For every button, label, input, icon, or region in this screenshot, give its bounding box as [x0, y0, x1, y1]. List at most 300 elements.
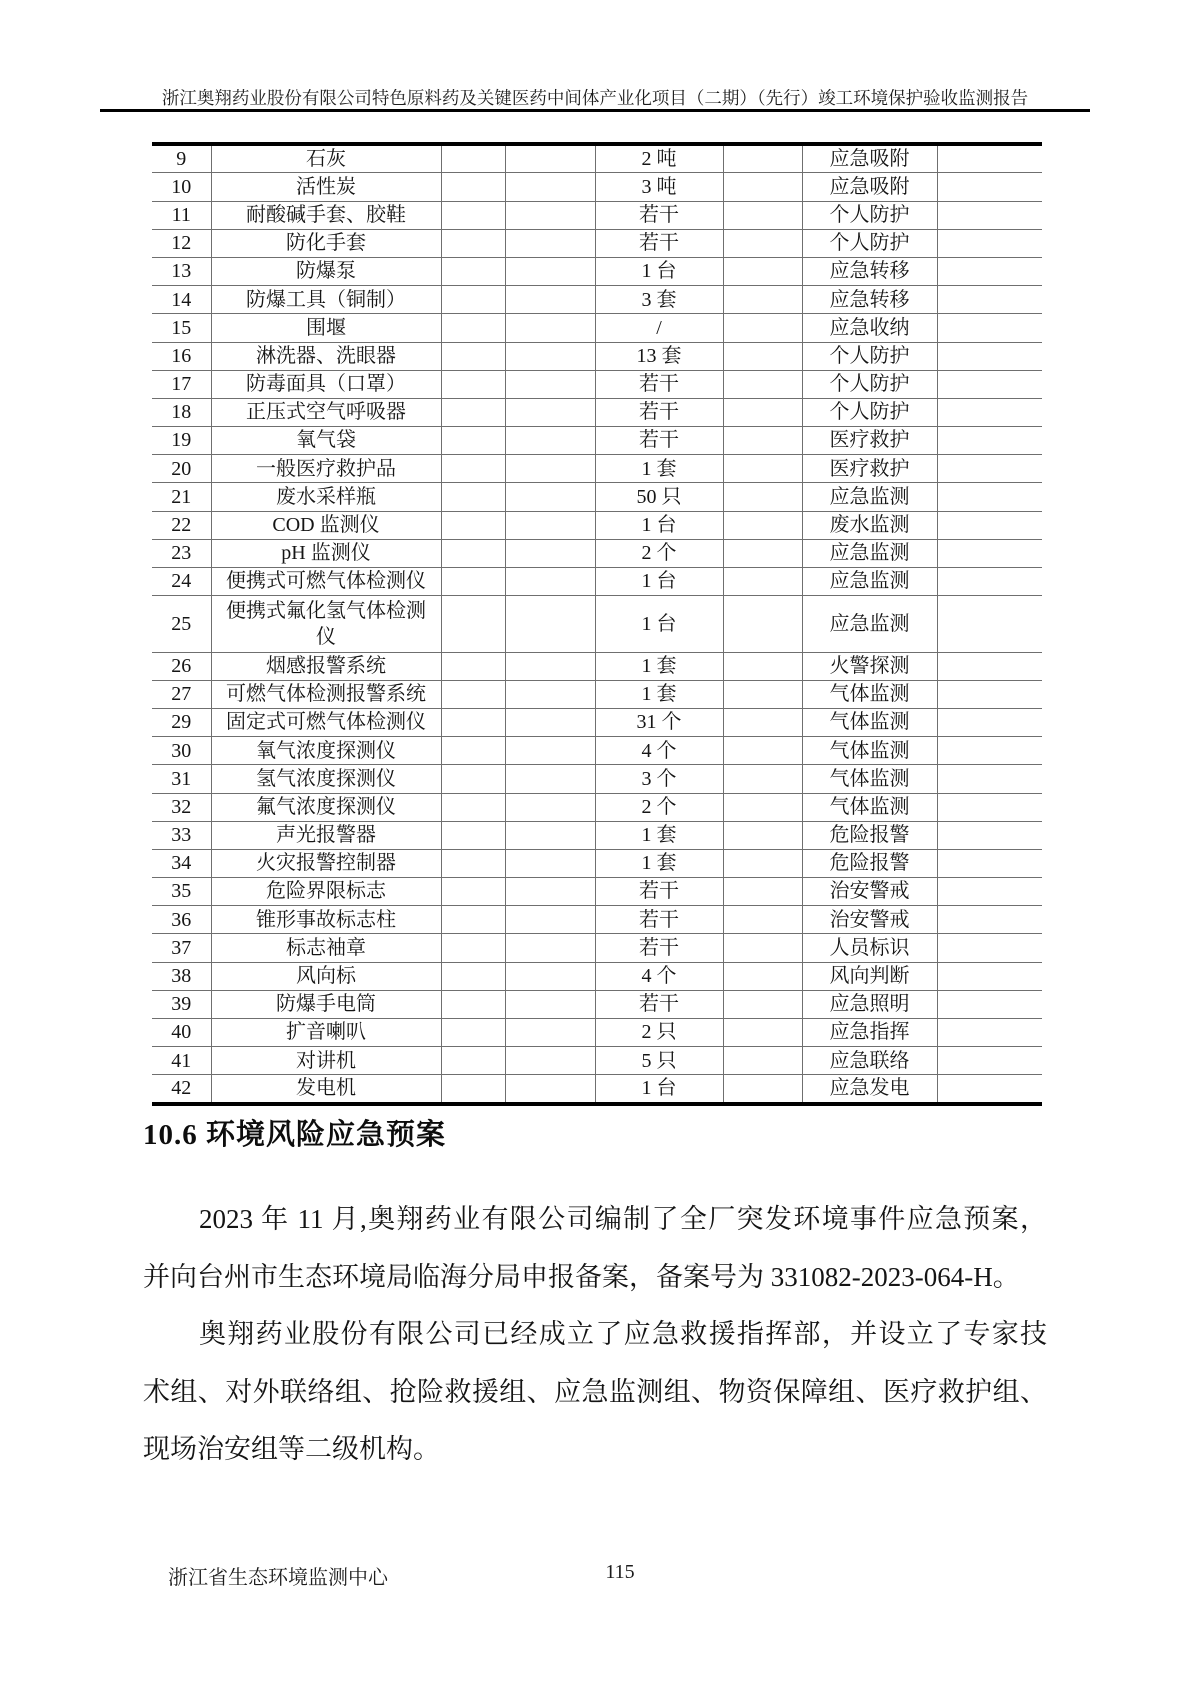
table-row [152, 427, 1042, 455]
cell-no: 40 [152, 1019, 211, 1047]
cell-empty [505, 568, 595, 596]
table-row [152, 878, 1042, 906]
table-row [152, 596, 1042, 652]
cell-empty [723, 229, 802, 257]
cell-purpose: 个人防护 [802, 370, 937, 398]
cell-purpose: 应急照明 [802, 990, 937, 1018]
table-row [152, 821, 1042, 849]
cell-empty [937, 652, 1042, 680]
cell-purpose: 气体监测 [802, 793, 937, 821]
cell-empty [723, 314, 802, 342]
cell-empty [505, 849, 595, 877]
cell-empty [441, 144, 505, 173]
cell-name: 一般医疗救护品 [211, 455, 441, 483]
cell-no: 32 [152, 793, 211, 821]
cell-no: 14 [152, 286, 211, 314]
cell-name: 声光报警器 [211, 821, 441, 849]
table-row [152, 1019, 1042, 1047]
cell-empty [505, 821, 595, 849]
cell-empty [937, 1019, 1042, 1047]
cell-empty [937, 257, 1042, 285]
cell-empty [937, 596, 1042, 652]
table-row [152, 849, 1042, 877]
cell-qty: 1 台 [595, 257, 723, 285]
table-row [152, 286, 1042, 314]
cell-name: 烟感报警系统 [211, 652, 441, 680]
cell-empty [441, 906, 505, 934]
cell-purpose: 个人防护 [802, 229, 937, 257]
table-row [152, 962, 1042, 990]
cell-empty [441, 878, 505, 906]
cell-qty: 若干 [595, 370, 723, 398]
cell-empty [723, 962, 802, 990]
cell-empty [937, 342, 1042, 370]
cell-empty [723, 286, 802, 314]
cell-empty [723, 568, 802, 596]
cell-no: 12 [152, 229, 211, 257]
cell-empty [937, 680, 1042, 708]
cell-empty [441, 398, 505, 426]
cell-empty [937, 370, 1042, 398]
cell-no: 37 [152, 934, 211, 962]
cell-empty [441, 511, 505, 539]
cell-no: 17 [152, 370, 211, 398]
cell-empty [505, 737, 595, 765]
cell-name: 氟气浓度探测仪 [211, 793, 441, 821]
cell-empty [723, 765, 802, 793]
cell-name: 可燃气体检测报警系统 [211, 680, 441, 708]
cell-empty [505, 539, 595, 567]
cell-empty [937, 427, 1042, 455]
cell-no: 38 [152, 962, 211, 990]
cell-empty [505, 201, 595, 229]
cell-empty [441, 342, 505, 370]
cell-no: 34 [152, 849, 211, 877]
cell-qty: 4 个 [595, 737, 723, 765]
cell-purpose: 风向判断 [802, 962, 937, 990]
cell-empty [505, 906, 595, 934]
cell-empty [937, 737, 1042, 765]
cell-purpose: 应急转移 [802, 286, 937, 314]
cell-qty: 13 套 [595, 342, 723, 370]
header-rule [100, 109, 1090, 112]
cell-empty [723, 906, 802, 934]
cell-qty: 1 套 [595, 455, 723, 483]
cell-empty [441, 173, 505, 201]
cell-purpose: 医疗救护 [802, 427, 937, 455]
cell-empty [505, 455, 595, 483]
cell-name: 危险界限标志 [211, 878, 441, 906]
cell-empty [723, 878, 802, 906]
cell-no: 19 [152, 427, 211, 455]
cell-name: 防化手套 [211, 229, 441, 257]
cell-empty [723, 370, 802, 398]
table-row [152, 314, 1042, 342]
cell-empty [937, 286, 1042, 314]
cell-empty [505, 962, 595, 990]
cell-name: 固定式可燃气体检测仪 [211, 708, 441, 736]
cell-empty [937, 201, 1042, 229]
cell-empty [441, 821, 505, 849]
table-row [152, 483, 1042, 511]
cell-empty [937, 173, 1042, 201]
cell-empty [937, 568, 1042, 596]
footer-organization: 浙江省生态环境监测中心 [168, 1567, 388, 1589]
section-heading: 10.6 环境风险应急预案 [143, 1119, 447, 1151]
cell-purpose: 应急监测 [802, 539, 937, 567]
cell-no: 13 [152, 257, 211, 285]
cell-empty [505, 144, 595, 173]
cell-qty: 1 套 [595, 849, 723, 877]
cell-empty [505, 765, 595, 793]
cell-empty [937, 511, 1042, 539]
cell-empty [937, 229, 1042, 257]
cell-purpose: 应急监测 [802, 568, 937, 596]
cell-empty [505, 342, 595, 370]
body-text-line: 奥翔药业股份有限公司已经成立了应急救援指挥部，并设立了专家技 [199, 1319, 1047, 1349]
cell-name: 淋洗器、洗眼器 [211, 342, 441, 370]
body-text [143, 1191, 1047, 1479]
cell-empty [505, 511, 595, 539]
cell-empty [723, 483, 802, 511]
cell-no: 10 [152, 173, 211, 201]
cell-empty [937, 821, 1042, 849]
body-text-line: 并向台州市生态环境局临海分局申报备案，备案号为 331082-2023-064-H。 [143, 1261, 1020, 1292]
table-row [152, 539, 1042, 567]
cell-no: 16 [152, 342, 211, 370]
cell-no: 9 [152, 144, 211, 173]
cell-no: 20 [152, 455, 211, 483]
cell-qty: 5 只 [595, 1047, 723, 1075]
table-row [152, 144, 1042, 173]
table-row [152, 737, 1042, 765]
cell-name: 防爆泵 [211, 257, 441, 285]
cell-empty [723, 1019, 802, 1047]
cell-name: pH 监测仪 [211, 539, 441, 567]
cell-name: 对讲机 [211, 1047, 441, 1075]
table-row [152, 934, 1042, 962]
table-row [152, 990, 1042, 1018]
cell-empty [723, 708, 802, 736]
cell-qty: 1 套 [595, 821, 723, 849]
table-row [152, 257, 1042, 285]
cell-no: 41 [152, 1047, 211, 1075]
cell-qty: / [595, 314, 723, 342]
cell-empty [441, 934, 505, 962]
cell-name: 标志袖章 [211, 934, 441, 962]
cell-empty [505, 596, 595, 652]
cell-no: 11 [152, 201, 211, 229]
cell-name: 扩音喇叭 [211, 1019, 441, 1047]
cell-qty: 若干 [595, 427, 723, 455]
cell-no: 23 [152, 539, 211, 567]
cell-empty [505, 878, 595, 906]
cell-empty [505, 652, 595, 680]
table-row [152, 398, 1042, 426]
cell-empty [937, 455, 1042, 483]
page-number: 115 [605, 1561, 635, 1583]
cell-empty [441, 314, 505, 342]
body-text-line: 术组、对外联络组、抢险救援组、应急监测组、物资保障组、医疗救护组、 [143, 1376, 1047, 1407]
cell-empty [937, 144, 1042, 173]
cell-name: 发电机 [211, 1075, 441, 1104]
cell-purpose: 火警探测 [802, 652, 937, 680]
cell-empty [441, 765, 505, 793]
table-row [152, 765, 1042, 793]
cell-qty: 1 套 [595, 680, 723, 708]
cell-name: 便携式可燃气体检测仪 [211, 568, 441, 596]
cell-qty: 若干 [595, 398, 723, 426]
cell-empty [723, 398, 802, 426]
cell-empty [723, 990, 802, 1018]
cell-no: 21 [152, 483, 211, 511]
table-row [152, 229, 1042, 257]
cell-purpose: 应急指挥 [802, 1019, 937, 1047]
cell-empty [937, 1047, 1042, 1075]
cell-purpose: 治安警戒 [802, 878, 937, 906]
cell-purpose: 应急吸附 [802, 173, 937, 201]
cell-name: 活性炭 [211, 173, 441, 201]
cell-qty: 若干 [595, 906, 723, 934]
cell-qty: 3 吨 [595, 173, 723, 201]
cell-empty [723, 342, 802, 370]
cell-empty [441, 568, 505, 596]
cell-purpose: 危险报警 [802, 821, 937, 849]
table-row [152, 906, 1042, 934]
cell-empty [441, 1075, 505, 1104]
cell-name: 风向标 [211, 962, 441, 990]
cell-empty [505, 370, 595, 398]
table-row [152, 201, 1042, 229]
cell-name: 耐酸碱手套、胶鞋 [211, 201, 441, 229]
cell-purpose: 危险报警 [802, 849, 937, 877]
cell-empty [441, 229, 505, 257]
cell-purpose: 医疗救护 [802, 455, 937, 483]
table-row [152, 708, 1042, 736]
table-row [152, 342, 1042, 370]
cell-empty [505, 1075, 595, 1104]
cell-name: COD 监测仪 [211, 511, 441, 539]
cell-empty [937, 934, 1042, 962]
cell-no: 25 [152, 596, 211, 652]
cell-empty [723, 1047, 802, 1075]
cell-qty: 若干 [595, 878, 723, 906]
cell-no: 35 [152, 878, 211, 906]
cell-no: 18 [152, 398, 211, 426]
cell-name: 锥形事故标志柱 [211, 906, 441, 934]
cell-empty [723, 511, 802, 539]
cell-empty [441, 708, 505, 736]
cell-purpose: 废水监测 [802, 511, 937, 539]
cell-empty [937, 1075, 1042, 1104]
cell-name: 防毒面具（口罩） [211, 370, 441, 398]
cell-empty [937, 708, 1042, 736]
cell-empty [937, 314, 1042, 342]
cell-empty [441, 201, 505, 229]
cell-empty [723, 201, 802, 229]
cell-empty [723, 539, 802, 567]
emergency-equipment-table [152, 142, 1042, 1106]
cell-empty [505, 708, 595, 736]
cell-purpose: 气体监测 [802, 737, 937, 765]
cell-name: 火灾报警控制器 [211, 849, 441, 877]
cell-empty [505, 1047, 595, 1075]
cell-purpose: 气体监测 [802, 680, 937, 708]
cell-empty [441, 455, 505, 483]
cell-empty [505, 229, 595, 257]
cell-empty [441, 737, 505, 765]
cell-name: 正压式空气呼吸器 [211, 398, 441, 426]
table-row [152, 680, 1042, 708]
cell-qty: 若干 [595, 990, 723, 1018]
cell-empty [723, 680, 802, 708]
cell-empty [441, 849, 505, 877]
table-row [152, 455, 1042, 483]
cell-purpose: 应急转移 [802, 257, 937, 285]
cell-empty [441, 962, 505, 990]
cell-name: 氧气浓度探测仪 [211, 737, 441, 765]
cell-name: 围堰 [211, 314, 441, 342]
table-row [152, 652, 1042, 680]
cell-no: 36 [152, 906, 211, 934]
cell-empty [723, 427, 802, 455]
cell-empty [441, 680, 505, 708]
cell-empty [505, 680, 595, 708]
cell-name: 石灰 [211, 144, 441, 173]
cell-purpose: 应急联络 [802, 1047, 937, 1075]
cell-empty [937, 765, 1042, 793]
cell-empty [441, 1019, 505, 1047]
table-row [152, 1075, 1042, 1104]
body-text-line: 现场治安组等二级机构。 [143, 1434, 440, 1464]
cell-empty [505, 257, 595, 285]
cell-empty [505, 398, 595, 426]
cell-empty [505, 483, 595, 511]
cell-qty: 1 台 [595, 511, 723, 539]
cell-empty [505, 934, 595, 962]
cell-empty [723, 455, 802, 483]
cell-empty [505, 1019, 595, 1047]
cell-empty [723, 849, 802, 877]
cell-no: 30 [152, 737, 211, 765]
cell-purpose: 人员标识 [802, 934, 937, 962]
cell-qty: 1 套 [595, 652, 723, 680]
cell-empty [441, 1047, 505, 1075]
cell-qty: 50 只 [595, 483, 723, 511]
cell-empty [441, 652, 505, 680]
cell-purpose: 应急吸附 [802, 144, 937, 173]
table-row [152, 511, 1042, 539]
cell-no: 39 [152, 990, 211, 1018]
cell-qty: 若干 [595, 934, 723, 962]
cell-empty [441, 427, 505, 455]
cell-empty [723, 737, 802, 765]
cell-qty: 2 吨 [595, 144, 723, 173]
cell-qty: 31 个 [595, 708, 723, 736]
cell-empty [505, 173, 595, 201]
cell-empty [505, 990, 595, 1018]
cell-no: 31 [152, 765, 211, 793]
cell-purpose: 治安警戒 [802, 906, 937, 934]
cell-empty [937, 849, 1042, 877]
cell-no: 15 [152, 314, 211, 342]
cell-no: 27 [152, 680, 211, 708]
cell-no: 33 [152, 821, 211, 849]
cell-empty [937, 539, 1042, 567]
cell-qty: 若干 [595, 201, 723, 229]
cell-qty: 4 个 [595, 962, 723, 990]
table-row [152, 568, 1042, 596]
table-row [152, 173, 1042, 201]
cell-purpose: 个人防护 [802, 342, 937, 370]
body-text-line: 2023 年 11 月,奥翔药业有限公司编制了全厂突发环境事件应急预案， [199, 1204, 1047, 1234]
cell-purpose: 应急收纳 [802, 314, 937, 342]
cell-purpose: 应急监测 [802, 596, 937, 652]
cell-no: 29 [152, 708, 211, 736]
cell-no: 42 [152, 1075, 211, 1104]
cell-empty [723, 1075, 802, 1104]
table-row [152, 1047, 1042, 1075]
cell-empty [723, 934, 802, 962]
cell-purpose: 气体监测 [802, 708, 937, 736]
cell-empty [441, 257, 505, 285]
cell-no: 24 [152, 568, 211, 596]
cell-empty [505, 286, 595, 314]
cell-name: 废水采样瓶 [211, 483, 441, 511]
cell-name: 氧气袋 [211, 427, 441, 455]
cell-qty: 3 套 [595, 286, 723, 314]
cell-empty [505, 793, 595, 821]
cell-no: 22 [152, 511, 211, 539]
cell-empty [937, 483, 1042, 511]
cell-empty [937, 398, 1042, 426]
cell-name: 防爆手电筒 [211, 990, 441, 1018]
cell-empty [441, 370, 505, 398]
cell-empty [441, 483, 505, 511]
table-row [152, 793, 1042, 821]
cell-empty [723, 257, 802, 285]
cell-qty: 若干 [595, 229, 723, 257]
cell-empty [441, 793, 505, 821]
cell-name: 便携式氟化氢气体检测仪 [211, 596, 441, 652]
cell-empty [937, 906, 1042, 934]
table-row [152, 370, 1042, 398]
cell-empty [441, 990, 505, 1018]
cell-qty: 2 个 [595, 539, 723, 567]
cell-empty [505, 314, 595, 342]
cell-empty [441, 596, 505, 652]
cell-empty [723, 821, 802, 849]
cell-empty [937, 962, 1042, 990]
cell-empty [723, 652, 802, 680]
cell-purpose: 个人防护 [802, 201, 937, 229]
cell-name: 氢气浓度探测仪 [211, 765, 441, 793]
cell-purpose: 应急发电 [802, 1075, 937, 1104]
cell-qty: 3 个 [595, 765, 723, 793]
cell-empty [723, 596, 802, 652]
page-header-title: 浙江奥翔药业股份有限公司特色原料药及关键医药中间体产业化项目（二期）（先行）竣工环境保护验收监测报告 [161, 88, 1029, 108]
cell-no: 26 [152, 652, 211, 680]
cell-purpose: 应急监测 [802, 483, 937, 511]
cell-qty: 1 台 [595, 596, 723, 652]
cell-empty [723, 793, 802, 821]
cell-purpose: 个人防护 [802, 398, 937, 426]
cell-empty [937, 990, 1042, 1018]
cell-qty: 2 个 [595, 793, 723, 821]
cell-purpose: 气体监测 [802, 765, 937, 793]
cell-qty: 2 只 [595, 1019, 723, 1047]
cell-qty: 1 台 [595, 568, 723, 596]
